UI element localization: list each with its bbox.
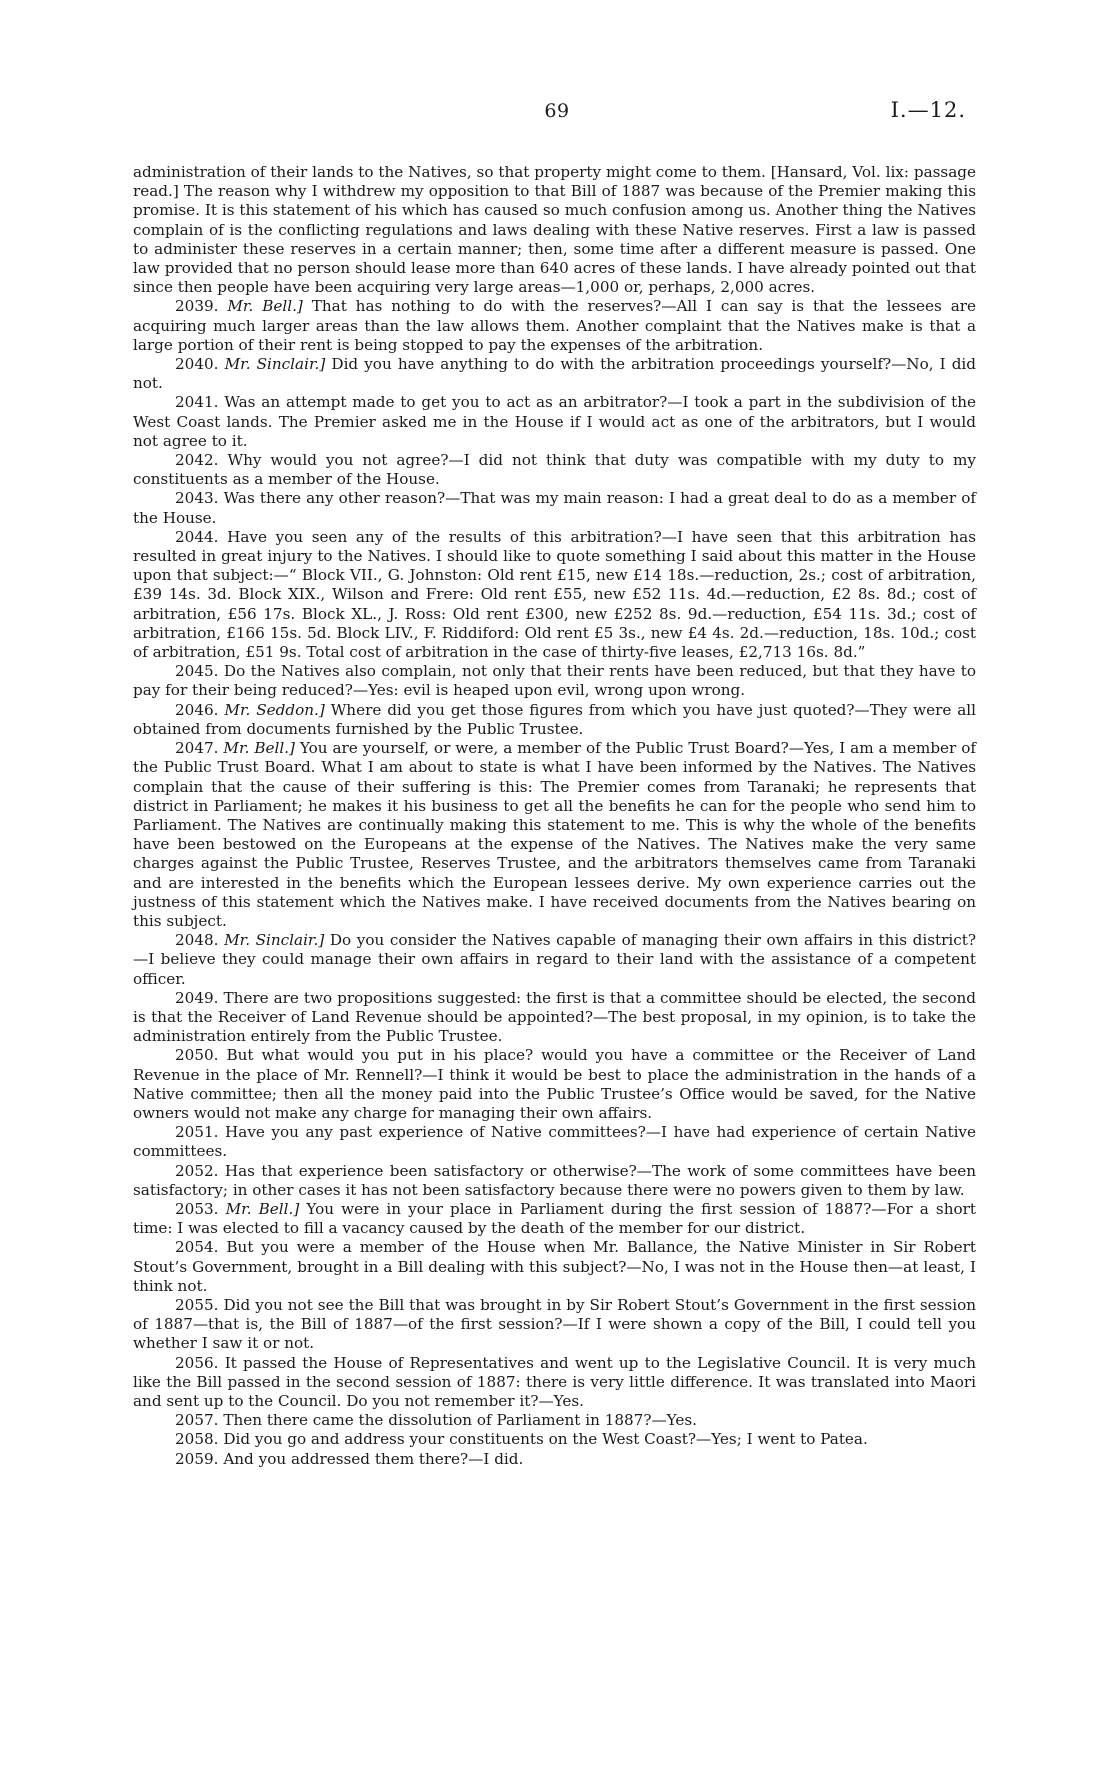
paragraph-text: But what would you put in his place? would you have a committee or the Receiver of Land Revenue in the place of Mr. Rennell?—I think it would be best to place the administration in the hands of a Native committee; then all the money paid into the Public Trustee’s Office would be saved, for the Native owners would not make any charge for managing their own affairs.	[133, 1046, 976, 1122]
paragraph-text: But you were a member of the House when Mr. Ballance, the Native Minister in Sir Robert Stout’s Government, brought in a Bill dealing with this subject?—No, I was not in the House then—at least, I think not.	[133, 1238, 977, 1295]
question-number: 2045.	[175, 662, 219, 681]
paragraph-text: Do the Natives also complain, not only that their rents have been reduced, but that they have to pay for their being reduced?—Yes: evil is heaped upon evil, wrong upon wrong.	[133, 662, 976, 700]
page-number: 69	[544, 100, 570, 122]
question-2050	[133, 1046, 976, 1123]
question-2053	[133, 1200, 976, 1238]
question-2059	[133, 1450, 976, 1469]
question-number: 2044.	[175, 527, 219, 546]
question-2047	[133, 739, 976, 931]
question-2055	[133, 1296, 976, 1354]
speaker-label: Mr. Sinclair.]	[224, 931, 325, 950]
paragraph-continuation	[133, 163, 976, 297]
question-2054	[133, 1238, 976, 1296]
question-2041	[133, 393, 976, 451]
question-2052	[133, 1162, 976, 1200]
question-number: 2042.	[175, 451, 219, 470]
paragraph-text: administration of their lands to the Natives, so that property might come to them. [Hansard, Vol. lix: passage read.] The reason why I withdrew my opposition to that Bill of 1887 was because of the Premier making this promise. It is this statement of his which has caused so much confusion among us. Another thing the Natives complain of is the conflicting regulations and laws dealing with these Native reserves. First a law is passed to administer these reserves in a certain manner; then, some time after a different measure is passed. One law provided that no person should lease more than 640 acres of these lands. I have already pointed out that since then people have been acquiring very large areas—1,000 or, perhaps, 2,000 acres.	[133, 163, 976, 297]
question-number: 2056.	[175, 1353, 219, 1372]
paragraph-text: Did you not see the Bill that was brought in by Sir Robert Stout’s Government in the first session of 1887—that is, the Bill of 1887—of the first session?—If I were shown a copy of the Bill, I could tell you whether I saw it or not.	[133, 1295, 977, 1353]
question-number: 2047.	[175, 739, 219, 758]
question-2040	[133, 355, 976, 393]
question-number: 2059.	[175, 1449, 219, 1468]
paragraph-text: You are yourself, or were, a member of the Public Trust Board?—Yes, I am a member of the Public Trust Board. What I am about to state is what I have been informed by the Natives. The Natives complain that the cause of their suffering is this: The Premier comes from Taranaki; he represents that district in Parliament; he makes it his business to get all the benefits he can for the people who send him to Parliament. The Natives are continually making this statement to me. This is why the whole of the benefits have been bestowed on the Europeans at the expense of the Natives. The Natives make the very same charges against the Public Trustee, Reserves Trustee, and the arbitrators themselves came from Taranaki and are interested in the benefits which the European lessees derive. My own experience carries out the justness of this statement which the Natives make. I have received documents from the Natives bearing on this subject.	[133, 739, 977, 930]
question-2057	[133, 1411, 976, 1430]
question-2051	[133, 1123, 976, 1161]
question-number: 2043.	[175, 489, 219, 508]
question-2049	[133, 989, 976, 1047]
speaker-label: Mr. Seddon.]	[224, 700, 325, 719]
speaker-label: Mr. Bell.]	[225, 1199, 300, 1218]
paragraph-text: Did you have anything to do with the arbitration proceedings yourself?—No, I did not.	[133, 355, 977, 393]
speaker-label: Mr. Bell.]	[227, 297, 303, 316]
paragraph-text: Did you go and address your constituents on the West Coast?—Yes; I went to Patea.	[223, 1430, 868, 1449]
question-2056	[133, 1354, 976, 1412]
speaker-label: Mr. Sinclair.]	[224, 355, 326, 374]
paragraph-text: Where did you get those figures from which you have just quoted?—They were all obtained from documents furnished by the Public Trustee.	[133, 700, 977, 738]
question-number: 2054.	[175, 1238, 219, 1257]
question-2058	[133, 1430, 976, 1449]
paragraph-text: Was there any other reason?—That was my main reason: I had a great deal to do as a member of the House.	[133, 489, 976, 527]
question-number: 2052.	[175, 1161, 219, 1180]
question-number: 2051.	[175, 1123, 219, 1142]
question-number: 2041.	[175, 393, 219, 412]
paragraph-text: There are two propositions suggested: the first is that a committee should be elected, the second is that the Receiver of Land Revenue should be appointed?—The best proposal, in my opinion, is to take the administration entirely from the Public Trustee.	[133, 988, 976, 1046]
paragraph-text: Why would you not agree?—I did not think that duty was compatible with my duty to my constituents as a member of the House.	[133, 451, 976, 489]
document-series-reference: I.—12.	[890, 98, 966, 122]
paragraph-text: Have you any past experience of Native committees?—I have had experience of certain Native committees.	[133, 1123, 976, 1161]
paragraph-text: Then there came the dissolution of Parliament in 1887?—Yes.	[223, 1411, 697, 1430]
question-number: 2055.	[175, 1295, 219, 1314]
speaker-label: Mr. Bell.]	[223, 739, 295, 758]
question-2044	[133, 528, 976, 662]
question-2043	[133, 489, 976, 527]
paragraph-text: You were in your place in Parliament during the first session of 1887?—For a short time: I was elected to fill a vacancy caused by the death of the member for our district.	[133, 1199, 976, 1238]
evidence-text-block	[133, 163, 976, 1469]
question-2039	[133, 297, 976, 355]
question-number: 2050.	[175, 1046, 219, 1065]
paragraph-text: Have you seen any of the results of this arbitration?—I have seen that this arbitration has resulted in great injury to the Natives. I should like to quote something I said about this matter in the House upon that subject:—“ Block VII., G. Johnston: Old rent £15, new £14 18s.—reduction, 2s.; cost of arbitration, £39 14s. 3d. Block XIX., Wilson and Frere: Old rent £55, new £52 11s. 4d.—reduction, £2 8s. 8d.; cost of arbitration, £56 17s. Block XL., J. Ross: Old rent £300, new £252 8s. 9d.—reduction, £54 11s. 3d.; cost of arbitration, £166 15s. 5d. Block LIV., F. Riddiford: Old rent £5 3s., new £4 4s. 2d.—reduction, 18s. 10d.; cost of arbitration, £51 9s. Total cost of arbitration in the case of thirty-five leases, £2,713 16s. 8d.”	[133, 527, 977, 662]
paragraph-text: And you addressed them there?—I did.	[223, 1449, 524, 1468]
question-2046	[133, 701, 976, 739]
question-number: 2053.	[175, 1199, 219, 1218]
paragraph-text: Was an attempt made to get you to act as an arbitrator?—I took a part in the subdivision of the West Coast lands. The Premier asked me in the House if I would act as one of the arbitrators, but I would not agree to it.	[133, 393, 976, 450]
question-number: 2049.	[175, 988, 219, 1007]
question-2042	[133, 451, 976, 489]
paragraph-text: That has nothing to do with the reserves?—All I can say is that the lessees are acquiring much larger areas than the law allows them. Another complaint that the Natives make is that a large portion of their rent is being stopped to pay the expenses of the arbitration.	[133, 297, 977, 354]
paragraph-text: Do you consider the Natives capable of managing their own affairs in this district?—I believe they could manage their own affairs in regard to their land with the assistance of a competent officer.	[133, 931, 976, 988]
paragraph-text: Has that experience been satisfactory or otherwise?—The work of some committees have been satisfactory; in other cases it has not been satisfactory because there were no powers given to them by law.	[133, 1161, 977, 1199]
paragraph-text: It passed the House of Representatives and went up to the Legislative Council. It is very much like the Bill passed in the second session of 1887: there is very little difference. It was translated into Maori and sent up to the Council. Do you not remember it?—Yes.	[133, 1353, 976, 1410]
question-number: 2048.	[175, 931, 219, 950]
question-number: 2040.	[175, 355, 219, 374]
question-number: 2039.	[175, 297, 219, 316]
question-number: 2046.	[175, 700, 219, 719]
question-2045	[133, 662, 976, 700]
question-number: 2057.	[175, 1411, 219, 1430]
question-2048	[133, 931, 976, 989]
question-number: 2058.	[175, 1430, 219, 1449]
